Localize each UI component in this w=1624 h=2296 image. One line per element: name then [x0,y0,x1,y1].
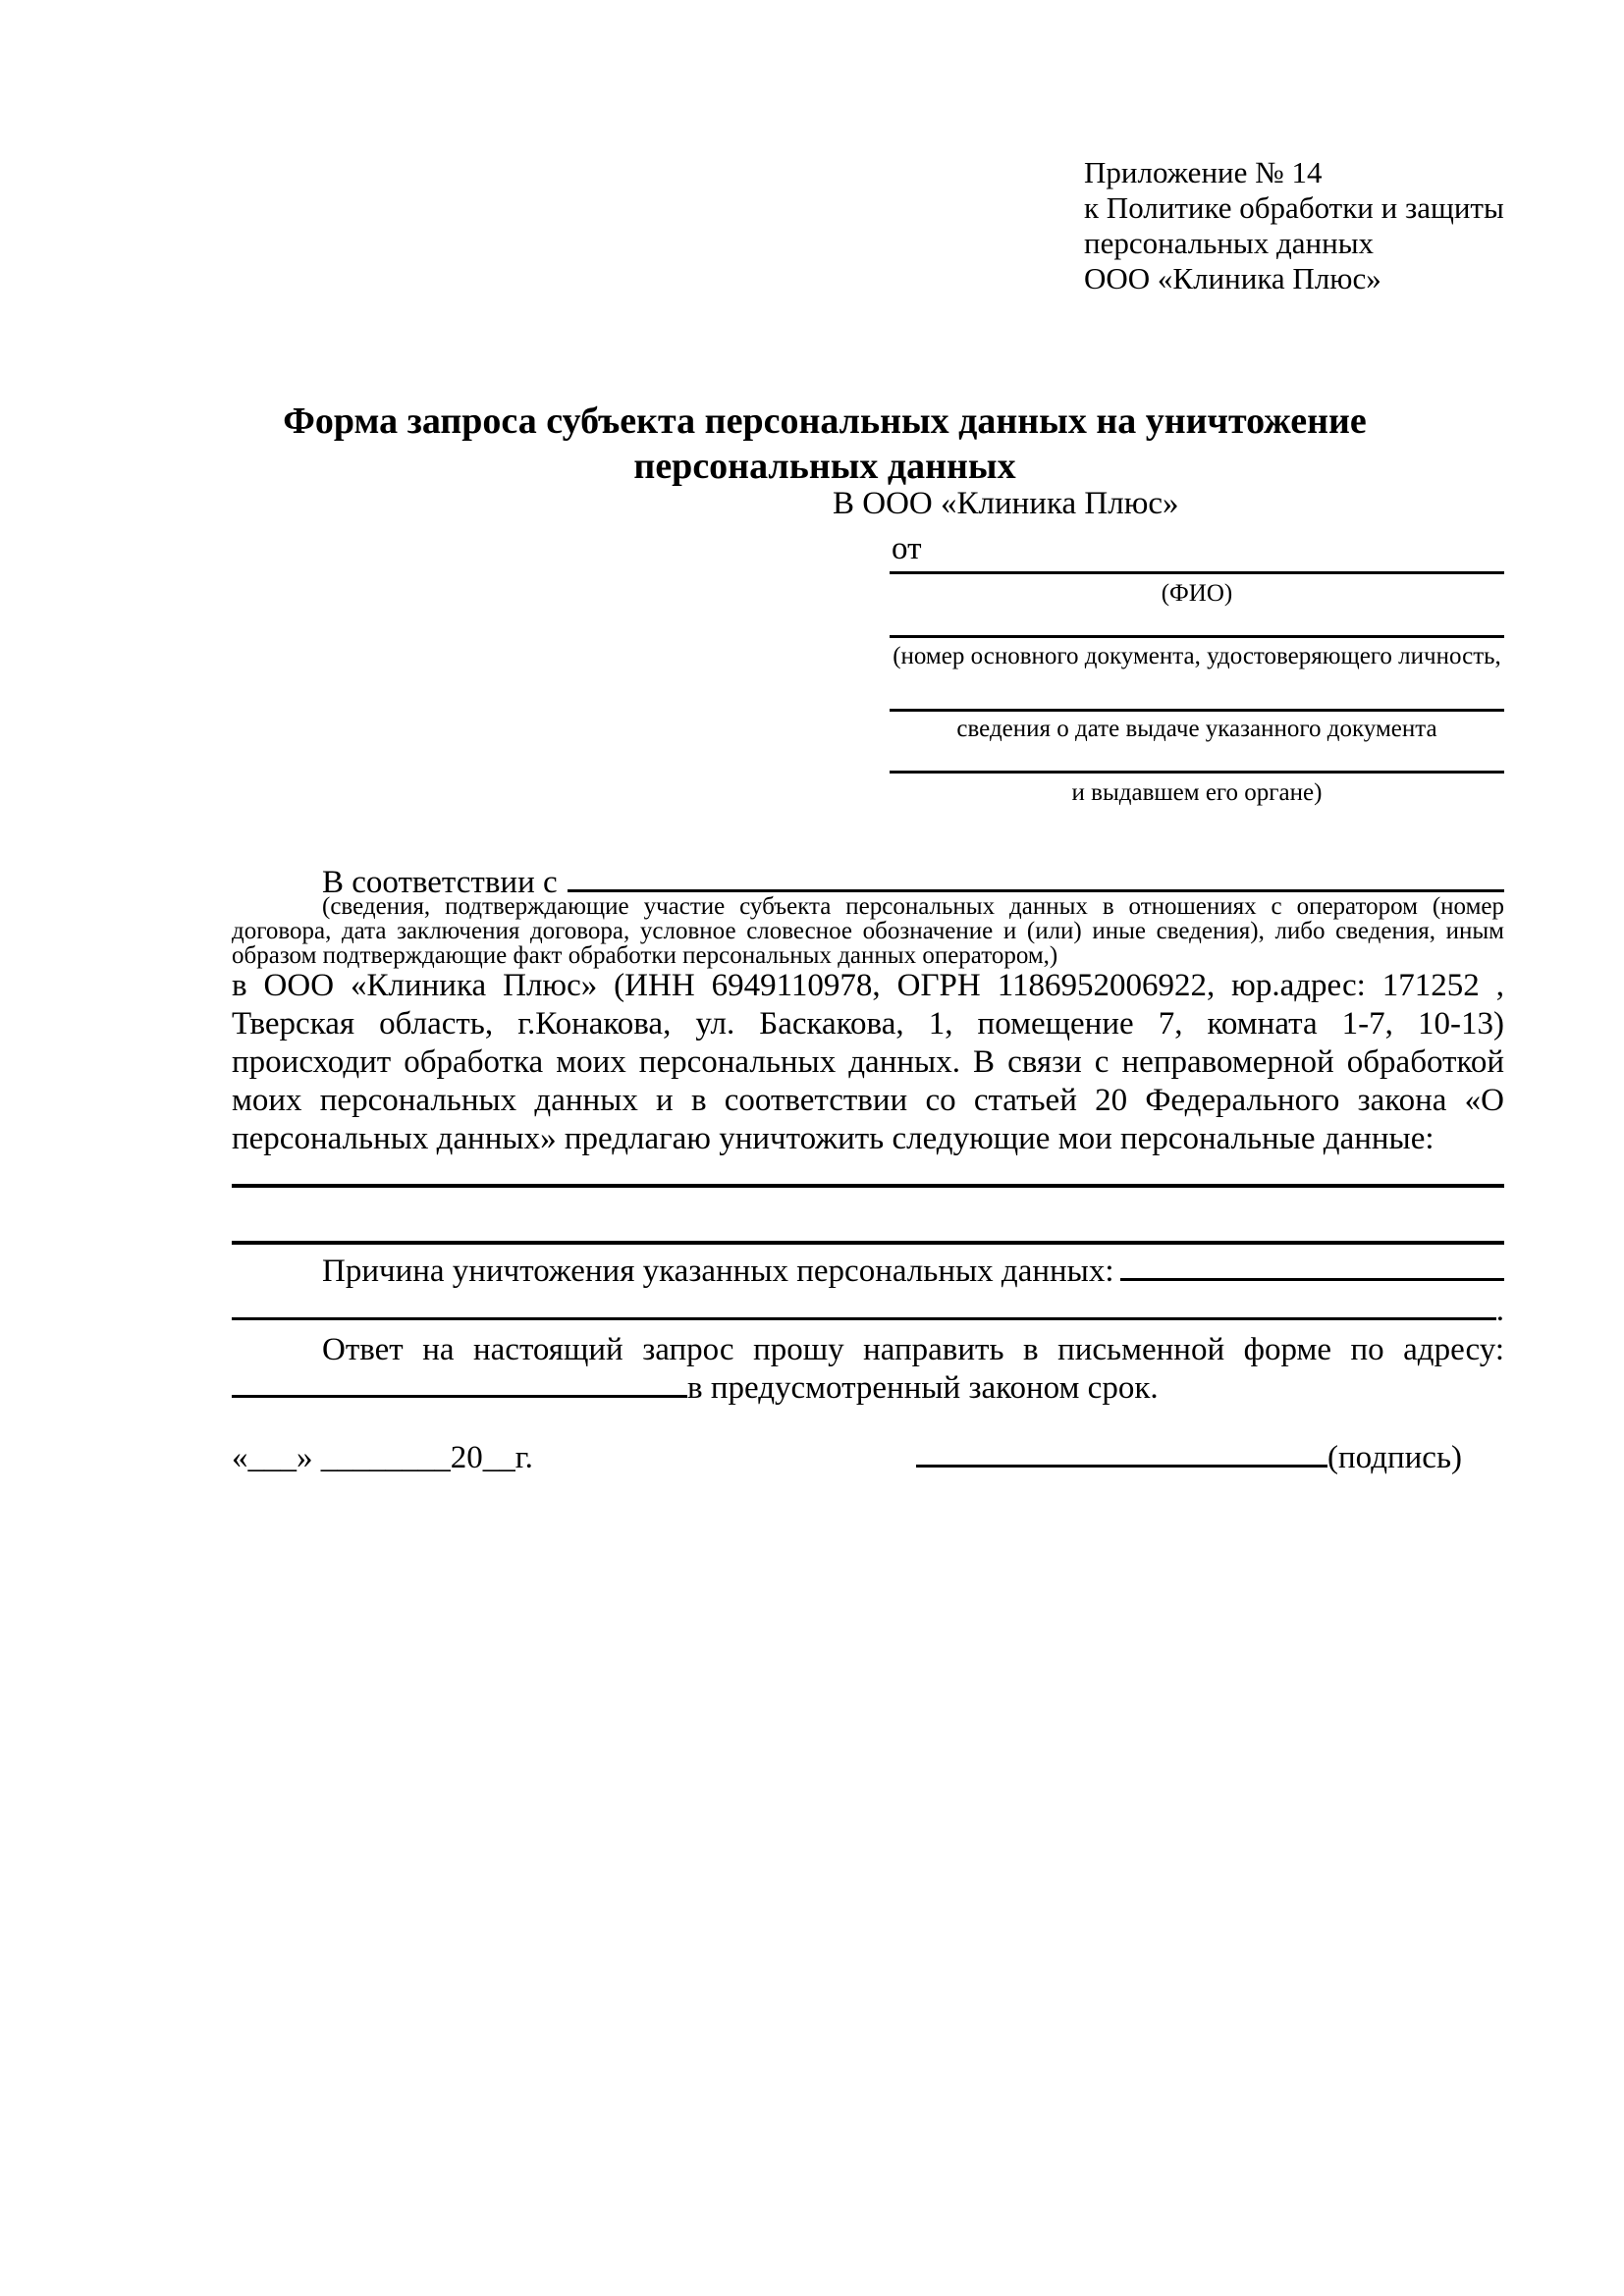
accordance-label: В соответствии с [322,865,558,900]
signature-row [916,1439,1462,1477]
reason-label: Причина уничтожения указанных персональных данных: [322,1254,1114,1289]
fio-caption: (ФИО) [1161,580,1233,607]
signature-blank-line [916,1465,1327,1468]
appendix-block [1084,155,1526,296]
accordance-blank-line [568,889,1504,892]
page-title-line1: Форма запроса субъекта персональных данных на уничтожение [283,400,1367,442]
doc-issuer-blank-line [890,771,1504,774]
reason-row [232,1253,1504,1291]
accordance-note: (сведения, подтверждающие участие субъекта персональных данных в отношениях с оператором (номер договора, дата заключения договора, условное словесное обозначение и (или) иные сведения), либо сведения, иным образом подтверждающие факт обработки персональных данных оператором,) [232,893,1504,969]
reason-continuation-row [232,1292,1504,1330]
appendix-policy: к Политике обработки и защиты персональных данных [1084,190,1504,260]
line-end-period: . [1495,1293,1504,1328]
reply-tail: в предусмотренный законом срок. [687,1370,1159,1406]
appendix-number: Приложение № 14 [1084,155,1323,189]
appendix-company: ООО «Клиника Плюс» [1084,261,1381,295]
doc-date-blank-line [890,709,1504,712]
body-paragraph: в ООО «Клиника Плюс» (ИНН 6949110978, ОГРН 1186952006922, юр.адрес: 171252 , Тверская область, г.Конакова, ул. Баскакова, 1, помещение 7, комната 1-7, 10-13) происходит обработка моих персональных данных. В связи с неправомерной обработкой моих персональных данных и в соответствии со статьей 20 Федерального закона «О персональных данных» предлагаю уничтожить следующие мои персональные данные: [232,968,1504,1156]
doc-date-caption: сведения о дате выдаче указанного документа [956,716,1437,742]
reason-blank-line-2 [232,1317,1496,1320]
addressee-line: В ООО «Клиника Плюс» [833,486,1179,521]
address-blank-line [232,1395,687,1398]
fio-blank-line [890,571,1504,574]
reply-address-row [232,1369,1504,1408]
data-blank-line-2 [232,1241,1504,1245]
page-title [187,399,1463,489]
date-placeholder: «___» ________20__г. [232,1440,533,1475]
reason-blank-line [1120,1278,1504,1281]
page-title-line2: персональных данных [633,446,1016,487]
reply-sentence: Ответ на настоящий запрос прошу направить в письменной форме по адресу: [322,1332,1504,1367]
data-blank-line-1 [232,1184,1504,1188]
doc-number-caption: (номер основного документа, удостоверяющего личность, [893,643,1501,669]
doc-number-blank-line [890,635,1504,638]
doc-issuer-caption: и выдавшем его органе) [1071,779,1323,806]
signature-caption: (подпись) [1327,1440,1462,1475]
from-label: от [892,531,922,566]
